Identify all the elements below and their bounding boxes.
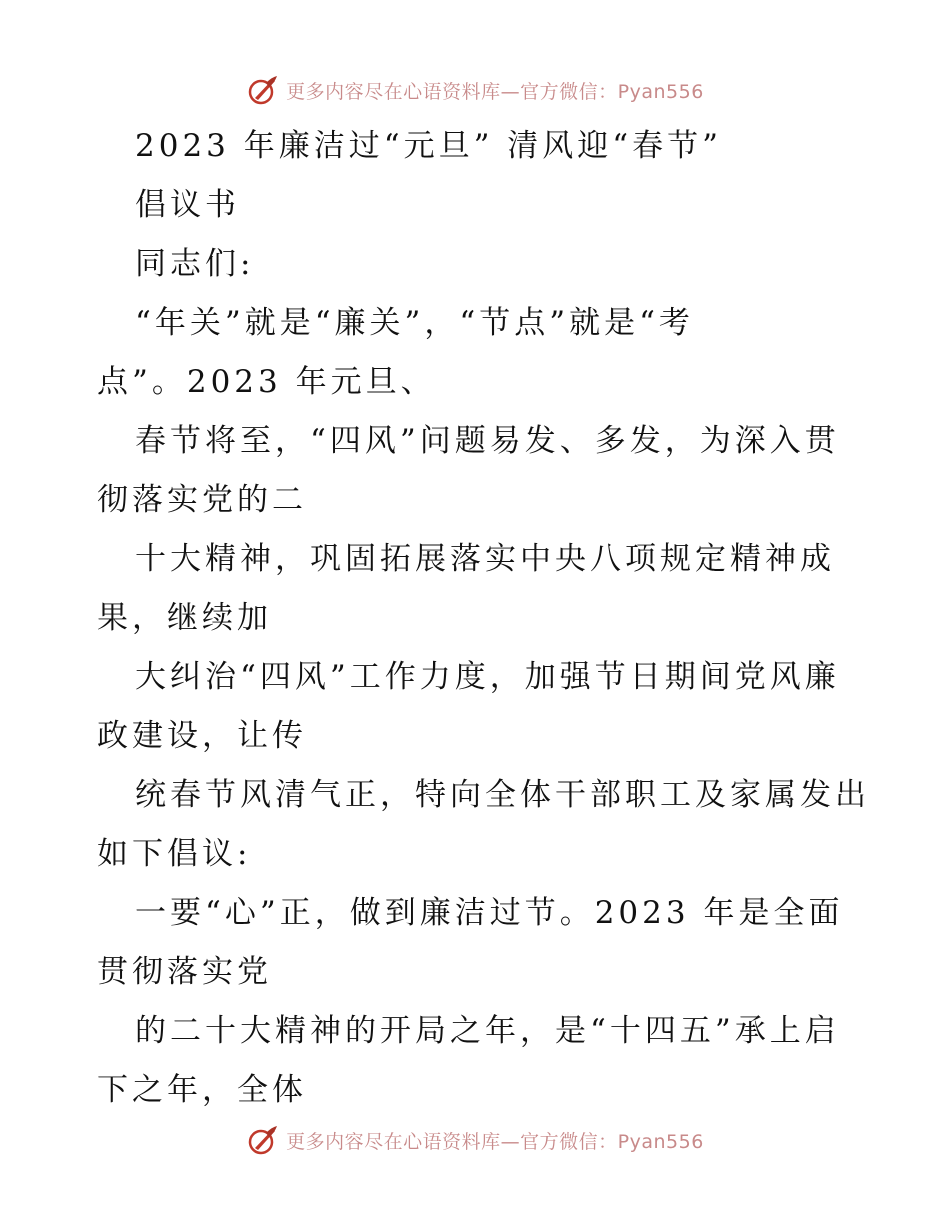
quill-pen-logo-icon	[246, 1123, 280, 1157]
paragraph-line: 点”。2023 年元旦、	[97, 364, 436, 400]
paragraph-line: 十大精神，巩固拓展落实中央八项规定精神成	[135, 541, 835, 577]
watermark-text: 更多内容尽在心语资料库—官方微信：Pyan556	[286, 1130, 704, 1153]
document-subtitle: 倡议书	[135, 187, 240, 223]
paragraph-line: 大纠治“四风”工作力度，加强节日期间党风廉	[135, 659, 840, 695]
paragraph-line: 彻落实党的二	[97, 482, 307, 518]
paragraph-line: “年关”就是“廉关”，“节点”就是“考	[135, 305, 694, 341]
paragraph-line: 果，继续加	[97, 600, 272, 636]
quill-pen-logo-icon	[246, 73, 280, 107]
watermark-footer	[0, 1120, 950, 1160]
watermark-header	[0, 70, 950, 110]
paragraph-line: 下之年，全体	[97, 1072, 307, 1108]
watermark-text: 更多内容尽在心语资料库—官方微信：Pyan556	[286, 80, 704, 103]
paragraph-line: 统春节风清气正，特向全体干部职工及家属发出	[135, 777, 870, 813]
paragraph-line: 春节将至，“四风”问题易发、多发，为深入贯	[135, 423, 840, 459]
paragraph-line: 政建设，让传	[97, 718, 307, 754]
document-title-line: 2023 年廉洁过“元旦” 清风迎“春节”	[135, 128, 722, 164]
paragraph-line: 的二十大精神的开局之年，是“十四五”承上启	[135, 1013, 840, 1049]
paragraph-line: 如下倡议:	[97, 836, 252, 872]
paragraph-line: 贯彻落实党	[97, 954, 272, 990]
paragraph-line: 一要“心”正，做到廉洁过节。2023 年是全面	[135, 895, 844, 931]
salutation: 同志们:	[135, 246, 255, 282]
